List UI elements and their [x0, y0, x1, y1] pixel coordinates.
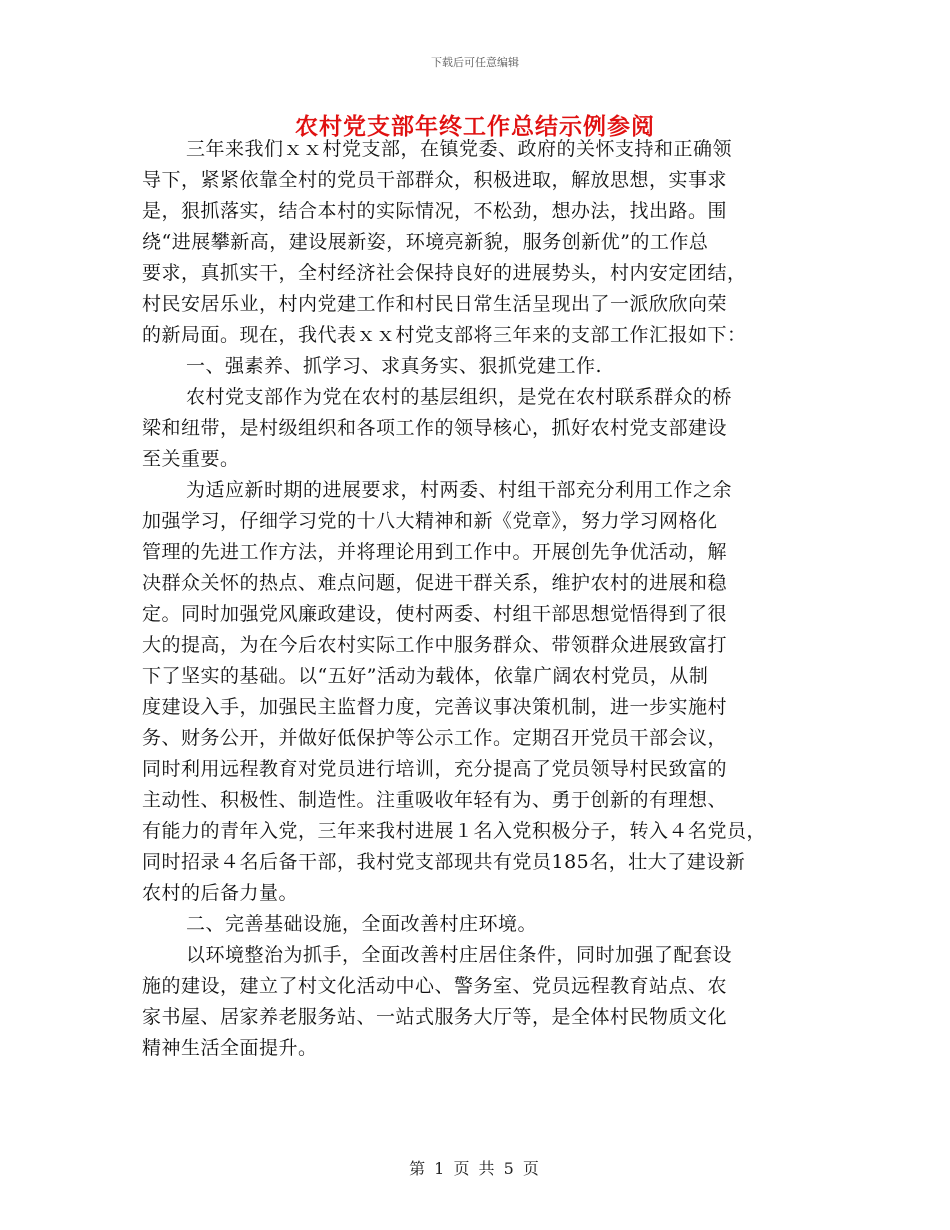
document-body [142, 134, 822, 1064]
body-line: 至关重要。 [142, 448, 240, 470]
body-line: 决群众关怀的热点、难点问题，促进干群关系，维护农村的进展和稳 [142, 572, 728, 594]
body-line: 的新局面。现在，我代表ｘｘ村党支部将三年来的支部工作汇报如下： [142, 324, 747, 346]
body-line: 有能力的青年入党，三年来我村进展１名入党积极分子，转入４名党员， [142, 820, 767, 842]
body-line: 加强学习，仔细学习党的十八大精神和新《党章》，努力学习网格化 [142, 510, 718, 532]
body-line: 同时利用远程教育对党员进行培训，充分提高了党员领导村民致富的 [142, 758, 728, 780]
body-line: 同时招录４名后备干部，我村党支部现共有党员185名，壮大了建设新 [142, 851, 746, 873]
body-line: 梁和纽带，是村级组织和各项工作的领导核心，抓好农村党支部建设 [142, 417, 728, 439]
body-line: 主动性、积极性、制造性。注重吸收年轻有为、勇于创新的有理想、 [142, 789, 728, 811]
body-line: 农村的后备力量。 [142, 882, 299, 904]
body-line: 务、财务公开，并做好低保护等公示工作。定期召开党员干部会议， [142, 727, 728, 749]
body-line: 一、强素养、抓学习、求真务实、狠抓党建工作. [186, 355, 603, 377]
body-line: 大的提高，为在今后农村实际工作中服务群众、带领群众进展致富打 [142, 634, 728, 656]
body-line: 三年来我们ｘｘ村党支部，在镇党委、政府的关怀支持和正确领 [186, 138, 733, 160]
body-line: 管理的先进工作方法，并将理论用到工作中。开展创先争优活动，解 [142, 541, 728, 563]
body-line: 导下，紧紧依靠全村的党员干部群众，积极进取，解放思想，实事求 [142, 169, 728, 191]
body-line: 度建设入手，加强民主监督力度，完善议事决策机制，进一步实施村 [142, 696, 728, 718]
body-line: 绕“进展攀新高，建设展新姿，环境亮新貌，服务创新优”的工作总 [142, 231, 709, 253]
body-line: 下了坚实的基础。以“五好”活动为载体，依靠广阔农村党员，从制 [142, 665, 709, 687]
body-line: 定。同时加强党风廉政建设，使村两委、村组干部思想觉悟得到了很 [142, 603, 728, 625]
document-title: 农村党支部年终工作总结示例参阅 [295, 113, 655, 140]
body-line: 要求，真抓实干，全村经济社会保持良好的进展势头，村内安定团结， [142, 262, 747, 284]
body-line: 施的建设，建立了村文化活动中心、警务室、党员远程教育站点、农 [142, 975, 728, 997]
body-line: 家书屋、居家养老服务站、一站式服务大厅等，是全体村民物质文化 [142, 1006, 728, 1028]
body-line: 精神生活全面提升。 [142, 1037, 318, 1059]
body-line: 为适应新时期的进展要求，村两委、村组干部充分利用工作之余 [186, 479, 733, 501]
body-line: 以环境整治为抓手，全面改善村庄居住条件，同时加强了配套设 [186, 944, 733, 966]
body-line: 村民安居乐业，村内党建工作和村民日常生活呈现出了一派欣欣向荣 [142, 293, 728, 315]
page-number-footer: 第 1 页 共 5 页 [409, 1159, 541, 1178]
page-header-note: 下载后可任意编辑 [431, 56, 519, 69]
body-line: 是，狠抓落实，结合本村的实际情况，不松劲，想办法，找出路。围 [142, 200, 728, 222]
body-line: 农村党支部作为党在农村的基层组织，是党在农村联系群众的桥 [186, 386, 733, 408]
body-line: 二、完善基础设施，全面改善村庄环境。 [186, 913, 538, 935]
